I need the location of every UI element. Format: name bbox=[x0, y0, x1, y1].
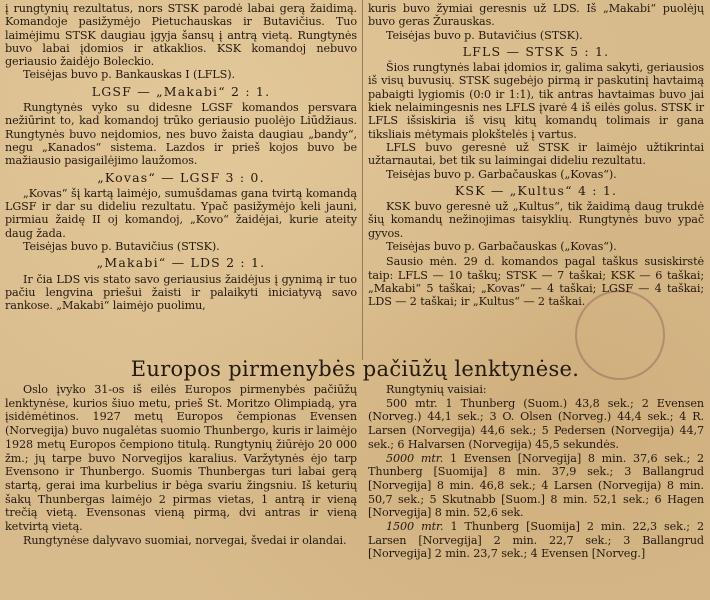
results-text: 1 Thunberg [Suomija] 2 min. 22,3 sek.; 2 Larsen [Norvegija] 2 min. 22,7 sek.; 3 Ballangrud [Norvegija] 2 min. 23,7 sek.; 4 Evensen [Norveg.] bbox=[368, 520, 704, 561]
match-heading: „Kovas“ — LGSF 3 : 0. bbox=[97, 169, 265, 185]
paragraph: Oslo įvyko 31-os iš eilės Europos pirmenybės pačiūžų lenktynėse, kurios šiuo metu, prieš St. Moritzo Olimpiadą, yra įsidėmėtinos. 1927 metų Europos čempionas Evensen (Norvegija) buvo nugalėtas suomio Thunbergo, kuris ir laimėjo 1928 metų Europos čempiono titulą. Rungtynių žiūrėjo 20 000 žm.; jų tarpe buvo Norvegijos karalius. Varžytynės ėjo tarp Evensono ir Thunbergo. Suomis Thunbergas turi labai gerą startą, gerai ima kurbelius ir bėga svariu žingsniu. Iš keturių šakų Thunbergas laimėjo 2 pirmas vietas, 1 antrą ir vieną trečią vietą. Evensonas vieną pirmą, dvi antras ir vieną ketvirtą vietą. bbox=[5, 383, 357, 534]
paragraph: Ir čia LDS vis stato savo geriausius žaidėjus į gynimą ir tuo pačiu lengvina priešui žaisti ir palaikyti iniciatyvą savo rankose. „Makabi“ laimėjo puolimu, bbox=[5, 272, 357, 313]
match-heading: LGSF — „Makabi“ 2 : 1. bbox=[91, 83, 271, 99]
paragraph: „Kovas“ šį kartą laimėjo, sumušdamas gana tvirtą komandą LGSF ir dar su dideliu rezultatu. Ypač pasižymėjo keli jauni, pirmiau žaidę II oj komandoj, „Kovo“ žaidėjai, kurie ateity daug žada. bbox=[5, 186, 357, 240]
right-column bbox=[368, 2, 704, 309]
article-right-column bbox=[368, 383, 704, 561]
paragraph: Rungtynės vyko su didesne LGSF komandos persvara nežiūrint to, kad komandoj trūko geriausio puolėjo Liūdžiaus. Rungtynės buvo neįdomios, nes buvo žaista daugiau „bandy“, negu „Kanados“ sistema. Lazdos ir prieš kojos buvo be mažiausio pasigailėjimo laužomos. bbox=[5, 101, 357, 168]
distance-label: 1500 mtr. bbox=[386, 520, 444, 534]
referee-line: Teisėjas buvo p. Garbačauskas („Kovas“). bbox=[386, 167, 617, 181]
standings-paragraph: Sausio mėn. 29 d. komandos pagal taškus susiskirstė taip: LFLS — 10 taškų; STSK — 7 taškai; KSK — 6 taškai; „Makabi“ 5 taškai; „Kovas“ — 4 taškai; LGSF — 4 taškai; LDS — 2 taškai; ir „Kultus“ — 2 taškai. bbox=[368, 255, 704, 309]
results-text: 1 Evensen [Norvegija] 8 min. 37,6 sek.; 2 Thunberg [Suomija] 8 min. 37,9 sek.; 3 Ballangrud [Norvegija] 8 min. 46,8 sek.; 4 Larsen (Norvegija) 8 min. 50,7 sek.; 5 Skutnabb [Suom.] 8 min. 52,1 sek.; 6 Hagen [Norvegija] 8 min. 52,6 sek. bbox=[368, 451, 704, 520]
results-intro: Rungtynių vaisiai: bbox=[386, 383, 487, 396]
results-5000m bbox=[368, 452, 704, 521]
referee-line: Teisėjas buvo p. Bankauskas I (LFLS). bbox=[23, 68, 235, 82]
paragraph: LFLS buvo geresnė už STSK ir laimėjo užtikrintai užtarnautai, bet tik su laimingai dideliu rezultatu. bbox=[368, 140, 704, 168]
referee-line: Teisėjas buvo p. Butavičius (STSK). bbox=[23, 240, 220, 254]
results-1500m bbox=[368, 520, 704, 561]
referee-line: Teisėjas buvo p. Garbačauskas („Kovas“). bbox=[386, 240, 617, 254]
match-heading: „Makabi“ — LDS 2 : 1. bbox=[96, 255, 266, 271]
paragraph: KSK buvo geresnė už „Kultus“, tik žaidimą daug trukdė šių komandų nežinojimas taisyklių. Rungtynės buvo ypač gyvos. bbox=[368, 200, 704, 240]
paragraph: Rungtynėse dalyvavo suomiai, norvegai, švedai ir olandai. bbox=[23, 533, 347, 547]
column-divider bbox=[362, 0, 363, 360]
article-left-column bbox=[5, 383, 357, 547]
results-500m: 500 mtr. 1 Thunberg (Suom.) 43,8 sek.; 2 Evensen (Norveg.) 44,1 sek.; 3 O. Olsen (Norveg.) 44,4 sek.; 4 R. Larsen (Norvegija) 44,6 sek.; 5 Pedersen (Norvegija) 44,7 sek.; 6 Halvarsen (Norvegija) 45,5 sekundės. bbox=[368, 396, 704, 451]
left-column bbox=[5, 2, 357, 313]
article-title: Europos pirmenybės pačiūžų lenktynėse. bbox=[130, 357, 580, 381]
match-heading: KSK — „Kultus“ 4 : 1. bbox=[454, 182, 618, 198]
paragraph: kuris buvo žymiai geresnis už LDS. Iš „Makabi“ puolėjų buvo geras Žurauskas. bbox=[368, 2, 704, 29]
paragraph: į rungtynių rezultatus, nors STSK parodė labai gerą žaidimą. Komandoje pasižymėjo Pietuchauskas ir Butavičius. Tuo laimėjimu STSK daugiau įgyja šansų į antrą vietą. Rungtynės buvo labai įdomios ir atkaklios. KSK komandoj nebuvo geriausio žaidėjo Boleckio. bbox=[5, 2, 357, 69]
paragraph: Šios rungtynės labai įdomios ir, galima sakyti, geriausios iš visų buvusių. STSK sugebėjo pirmą ir paskutinį havtaimą pabaigti lygiomis (0:0 ir 1:1), tik antras havtaimas buvo jai kiek nelaimingesnis nes LFLS įvarė 4 iš eilės golus. STSK ir LFLS išsiskiria iš visų kitų komandų tolimais ir gana tiksliais mėtymais plokštelės į vartus. bbox=[368, 61, 704, 141]
distance-label: 5000 mtr. bbox=[386, 451, 444, 465]
match-heading: LFLS — STSK 5 : 1. bbox=[462, 43, 610, 59]
referee-line: Teisėjas buvo p. Butavičius (STSK). bbox=[386, 28, 583, 42]
